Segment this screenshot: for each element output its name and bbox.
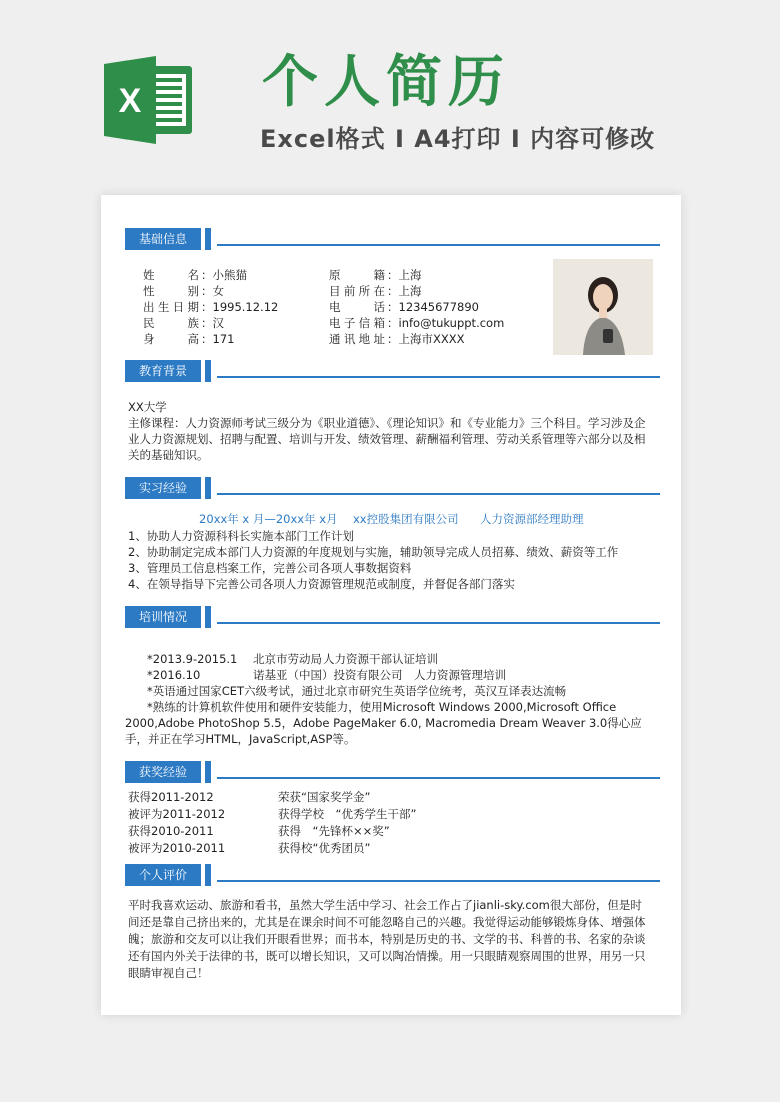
internship-position: 人力资源部经理助理: [480, 512, 584, 526]
section-label: 实习经验: [125, 477, 201, 499]
section-bar: [205, 606, 211, 628]
section-label: 基础信息: [125, 228, 201, 250]
section-label: 教育背景: [125, 360, 201, 382]
training-course: 人力资源管理培训: [414, 668, 506, 682]
education-school: XX大学: [128, 400, 167, 414]
training-skills: *熟练的计算机软件使用和硬件安装能力，使用Microsoft Windows 2000,Microsoft Office 2000,Adobe PhotoShop 5.5，Adobe PageMaker 6.0, Macromedia Dream Weaver 3.0得心应手，并正在学习HTML，JavaScript,ASP等。: [125, 700, 642, 746]
education-courses: 主修课程：人力资源师考试三级分为《职业道德》、《理论知识》和《专业能力》三个科目。学习涉及企业人力资源规划、招聘与配置、培训与开发、绩效管理、薪酬福利管理、劳动关系管理等六部分以及相关的基础知识。: [128, 416, 646, 462]
training-date: *2013.9-2015.1: [147, 652, 238, 666]
section-rule: [217, 622, 660, 624]
resume-paper: [101, 195, 681, 1015]
award-desc: 获得 “先锋杯××奖”: [278, 824, 390, 838]
page-subtitle: Excel格式 I A4打印 I 内容可修改: [260, 125, 656, 153]
page-title: 个人简历: [262, 50, 510, 115]
training-cet: *英语通过国家CET六级考试，通过北京市研究生英语学位统考，英汉互译表达流畅: [147, 684, 567, 698]
svg-text:X: X: [118, 82, 142, 120]
section-header-awards: [125, 761, 660, 783]
excel-logo-icon: [100, 52, 196, 148]
award-desc: 荣获“国家奖学金”: [278, 790, 371, 804]
basic-info-right: 原 籍 ： 上海 目前所在 ： 上海 电 话 ： 12345677890 电子信箱 ： info@tukuppt.com 通讯地址 ： 上海市XXXX: [329, 268, 505, 346]
training-org: 诺基亚（中国）投资有限公司: [253, 668, 403, 682]
section-rule: [217, 244, 660, 246]
internship-item: 2、协助制定完成本部门人力资源的年度规划与实施，辅助领导完成人员招募、绩效、薪资等工作: [128, 545, 619, 559]
section-rule: [217, 777, 660, 779]
internship-item: 3、管理员工信息档案工作，完善公司各项人事数据资料: [128, 561, 412, 575]
section-header-training: [125, 606, 660, 628]
section-label: 培训情况: [125, 606, 201, 628]
section-rule: [217, 880, 660, 882]
internship-item: 4、在领导指导下完善公司各项人力资源管理规范或制度，并督促各部门落实: [128, 577, 515, 591]
internship-period: 20xx年 x 月—20xx年 x月: [199, 512, 338, 526]
award-desc: 获得学校 “优秀学生干部”: [278, 807, 417, 821]
award-year: 被评为2010-2011: [128, 841, 226, 855]
self-evaluation: 平时我喜欢运动、旅游和看书，虽然大学生活中学习、社会工作占了jianli-sky.com很大部份，但是时间还是靠自己挤出来的，尤其是在课余时间不可能忽略自己的兴趣。我觉得运动能够锻炼身体、增强体魄；旅游和交友可以让我们开眼看世界；而书本，特别是历史的书、文学的书、科普的书、名家的杂谈还有国内外关于法律的书，既可以增长知识，又可以陶冶情操。用一只眼睛观察周围的世界，用另一只眼睛审视自己！: [128, 898, 646, 980]
award-desc: 获得校“优秀团员”: [278, 841, 371, 855]
section-bar: [205, 761, 211, 783]
training-course: 人力资源干部认证培训: [323, 652, 438, 666]
award-year: 被评为2011-2012: [128, 807, 226, 821]
section-rule: [217, 493, 660, 495]
internship-item: 1、协助人力资源科科长实施本部门工作计划: [128, 529, 354, 543]
section-bar: [205, 228, 211, 250]
internship-company: xx控股集团有限公司: [353, 512, 459, 526]
section-header-evaluation: [125, 864, 660, 886]
section-bar: [205, 477, 211, 499]
section-label: 个人评价: [125, 864, 201, 886]
section-label: 获奖经验: [125, 761, 201, 783]
award-year: 获得2011-2012: [128, 790, 214, 804]
section-bar: [205, 864, 211, 886]
section-bar: [205, 360, 211, 382]
section-rule: [217, 376, 660, 378]
training-date: *2016.10: [147, 668, 201, 682]
section-header-internship: [125, 477, 660, 499]
award-year: 获得2010-2011: [128, 824, 214, 838]
section-header-education: [125, 360, 660, 382]
training-org: 北京市劳动局: [253, 652, 322, 666]
section-header-basic: [125, 228, 660, 250]
basic-info-left: 姓 名 ： 小熊猫 性 别 ： 女 出生日期 ： 1995.12.12 民 族 ： 汉 身 高 ： 171: [143, 268, 279, 346]
profile-photo: [553, 259, 653, 355]
